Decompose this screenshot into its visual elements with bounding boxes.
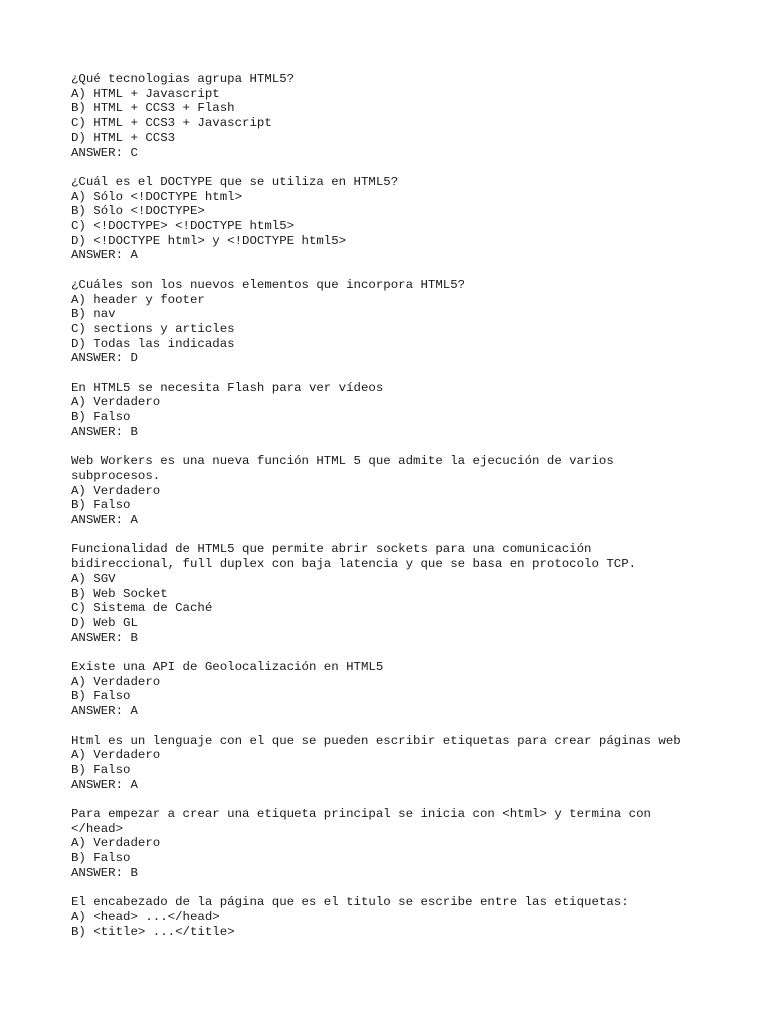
question-prompt: bidireccional, full duplex con baja latencia y que se basa en protocolo TCP.: [71, 557, 637, 572]
question-block: [71, 454, 751, 528]
question-block: [71, 175, 751, 263]
answer-option: B) Web Socket: [71, 586, 168, 601]
correct-answer: ANSWER: A: [71, 777, 138, 792]
answer-option: B) nav: [71, 307, 116, 322]
answer-option: A) Verdadero: [71, 748, 161, 763]
correct-answer: ANSWER: D: [71, 351, 138, 366]
correct-answer: ANSWER: B: [71, 865, 138, 880]
answer-option: D) Web GL: [71, 615, 138, 630]
question-prompt: ¿Cuál es el DOCTYPE que se utiliza en HTML5?: [71, 174, 399, 189]
question-prompt: ¿Cuáles son los nuevos elementos que incorpora HTML5?: [71, 277, 466, 292]
question-block: [71, 734, 751, 793]
answer-option: B) Falso: [71, 851, 131, 866]
correct-answer: ANSWER: A: [71, 704, 138, 719]
correct-answer: ANSWER: B: [71, 630, 138, 645]
answer-option: A) <head> ...</head>: [71, 909, 220, 924]
answer-option: B) Falso: [71, 498, 131, 513]
answer-option: A) Verdadero: [71, 395, 161, 410]
question-block: [71, 660, 751, 719]
answer-option: C) HTML + CCS3 + Javascript: [71, 116, 272, 131]
correct-answer: ANSWER: C: [71, 145, 138, 160]
question-prompt: El encabezado de la página que es el titulo se escribe entre las etiquetas:: [71, 895, 629, 910]
question-prompt: subprocesos.: [71, 468, 161, 483]
question-block: [71, 807, 751, 881]
answer-option: B) Falso: [71, 410, 131, 425]
answer-option: D) HTML + CCS3: [71, 130, 176, 145]
question-prompt: Funcionalidad de HTML5 que permite abrir sockets para una comunicación: [71, 542, 592, 557]
question-block: [71, 278, 751, 366]
answer-option: A) Verdadero: [71, 483, 161, 498]
question-block: [71, 72, 751, 160]
answer-option: B) Sólo <!DOCTYPE>: [71, 204, 205, 219]
answer-option: B) HTML + CCS3 + Flash: [71, 101, 235, 116]
answer-option: B) Falso: [71, 762, 131, 777]
question-block: [71, 542, 751, 645]
answer-option: B) <title> ...</title>: [71, 924, 235, 939]
question-prompt: Para empezar a crear una etiqueta principal se inicia con <html> y termina con: [71, 807, 651, 822]
answer-option: A) HTML + Javascript: [71, 86, 220, 101]
question-block: [71, 381, 751, 440]
question-prompt: Existe una API de Geolocalización en HTML5: [71, 660, 384, 675]
question-block: [71, 895, 751, 939]
question-prompt: </head>: [71, 821, 124, 836]
answer-option: B) Falso: [71, 689, 131, 704]
answer-option: D) <!DOCTYPE html> y <!DOCTYPE html5>: [71, 233, 347, 248]
answer-option: A) SGV: [71, 571, 116, 586]
answer-option: A) Sólo <!DOCTYPE html>: [71, 189, 243, 204]
answer-option: C) <!DOCTYPE> <!DOCTYPE html5>: [71, 219, 295, 234]
question-prompt: Html es un lenguaje con el que se pueden escribir etiquetas para crear páginas web: [71, 733, 681, 748]
answer-option: A) Verdadero: [71, 674, 161, 689]
question-prompt: Web Workers es una nueva función HTML 5 que admite la ejecución de varios: [71, 454, 614, 469]
answer-option: A) header y footer: [71, 292, 205, 307]
question-prompt: En HTML5 se necesita Flash para ver vídeos: [71, 380, 384, 395]
correct-answer: ANSWER: A: [71, 513, 138, 528]
answer-option: C) Sistema de Caché: [71, 601, 213, 616]
question-prompt: ¿Qué tecnologias agrupa HTML5?: [71, 72, 295, 86]
correct-answer: ANSWER: A: [71, 248, 138, 263]
answer-option: D) Todas las indicadas: [71, 336, 235, 351]
quiz-document: [71, 72, 751, 954]
correct-answer: ANSWER: B: [71, 424, 138, 439]
answer-option: A) Verdadero: [71, 836, 161, 851]
answer-option: C) sections y articles: [71, 321, 235, 336]
